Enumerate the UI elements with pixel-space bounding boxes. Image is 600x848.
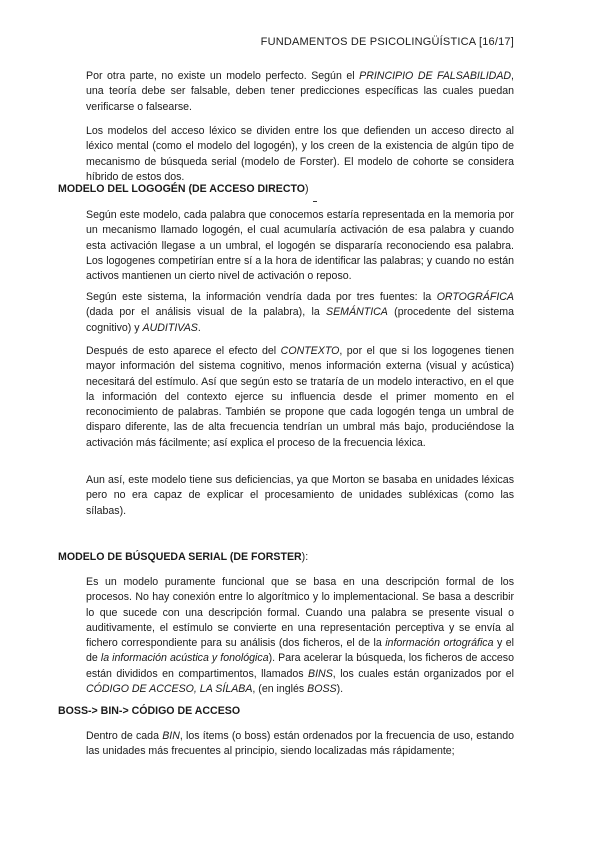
paragraph-busqueda-serial: Es un modelo puramente funcional que se basa en una descripción formal de los procesos. No hay conexión entre lo algorítmico y lo implementacional. Se basa a describir lo que sucede con una descripción formal. Cuando una palabra se presente visual o auditivamente, el estímulo se convierte en una representación perceptiva y se envía al fichero correspondiente para su análisis (dos ficheros, el de la información ortográfica y el de la información acústica y fonológica). Para acelerar la búsqueda, los ficheros de acceso están divididos en compartimentos, llamados BINS, los cuales están organizados por el CÓDIGO DE ACCESO, LA SÍLABA, (en inglés BOSS). xyxy=(86,576,514,696)
heading-forster: MODELO DE BÚSQUEDA SERIAL (DE FORSTER): xyxy=(58,551,309,563)
paragraph-bin: Dentro de cada BIN, los ítems (o boss) están ordenados por la frecuencia de uso, estando las unidades más frecuentes al principio, siendo localizadas más rápidamente; xyxy=(86,730,514,758)
paragraph-modelos-acceso: Los modelos del acceso léxico se dividen entre los que defienden un acceso directo al léxico mental (como el modelo del logogén), y los creen de la existencia de algún tipo de mecanismo de búsqueda serial (modelo de Forster). El modelo de cohorte se considera híbrido de estos dos. xyxy=(86,125,514,183)
paragraph-fuentes: Según este sistema, la información vendría dada por tres fuentes: la ORTOGRÁFICA (dada por el análisis visual de la palabra), la SEMÁNTICA (procedente del sistema cognitivo) y AUDITIVAS. xyxy=(86,291,514,334)
page-header: FUNDAMENTOS DE PSICOLINGÜÍSTICA [16/17] xyxy=(260,36,514,48)
paragraph-logogen-definicion: Según este modelo, cada palabra que conocemos estaría representada en la memoria por un mecanismo llamado logogén, el cual acumularía activación de esa palabra y cuando esta activación llegase a un umbral, el logogén se dispararía reconociendo esa palabra. Los logogenes competirían entre sí a la hora de identificar las palabras; y cuando no están activos mantienen un cierto nivel de activación o reposo. xyxy=(86,209,514,283)
heading-boss-bin: BOSS-> BIN-> CÓDIGO DE ACCESO xyxy=(58,705,241,717)
paragraph-deficiencias: Aun así, este modelo tiene sus deficiencias, ya que Morton se basaba en unidades léxicas pero no era capaz de explicar el procesamiento de unidades subléxicas (como las sílabas). xyxy=(86,474,514,517)
stray-mark xyxy=(313,201,317,202)
paragraph-falsabilidad: Por otra parte, no existe un modelo perfecto. Según el PRINCIPIO DE FALSABILIDAD, una teoría debe ser falsable, deben tener predicciones específicas las cuales puedan verificarse o falsearse. xyxy=(86,70,514,113)
paragraph-contexto: Después de esto aparece el efecto del CONTEXTO, por el que si los logogenes tienen mayor información del sistema cognitivo, menos información externa (visual y acústica) necesitará del estímulo. Así que según esto se trataría de un modelo interactivo, en el que la información del contexto ejerce su influencia desde el primer momento en el reconocimiento de palabras. También se propone que cada logogén tenga un umbral de disparo diferente, las de alta frecuencia tendrían un umbral más bajo, produciéndose la activación más fácilmente; así explica el proceso de la frecuencia léxica. xyxy=(86,345,514,449)
heading-logogen: MODELO DEL LOGOGÉN (DE ACCESO DIRECTO) xyxy=(58,183,309,195)
